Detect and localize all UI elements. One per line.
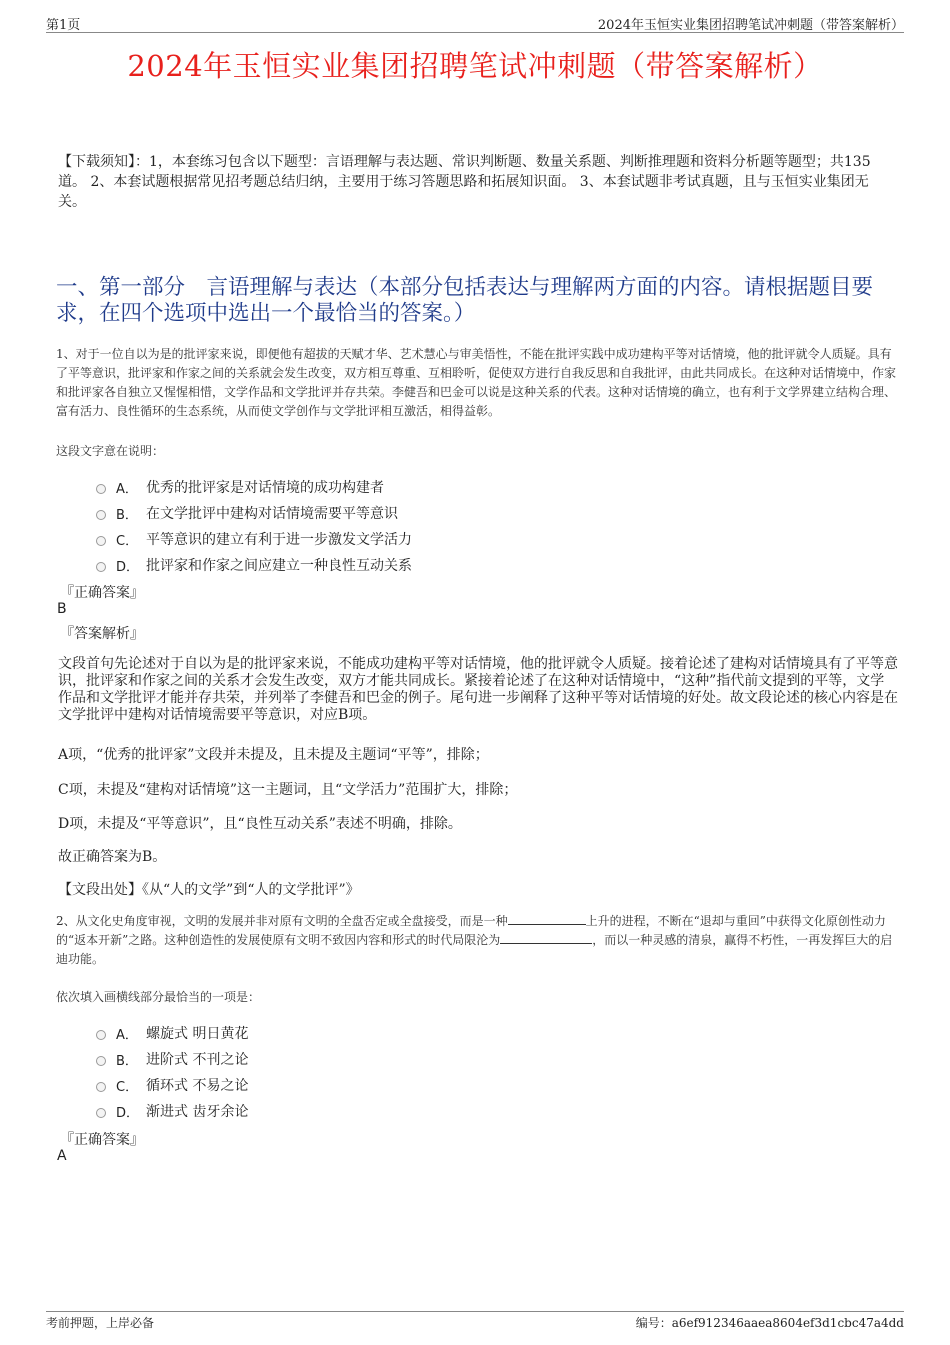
fill-blank[interactable] <box>508 912 586 925</box>
q2-answer: A <box>57 1148 67 1164</box>
radio-icon[interactable] <box>96 1056 106 1066</box>
option-text: 平等意识的建立有利于进一步激发文学活力 <box>146 532 412 548</box>
q1-option-b[interactable] <box>96 503 398 523</box>
q1-answer: B <box>57 601 67 617</box>
header-doc-title: 2024年玉恒实业集团招聘笔试冲刺题（带答案解析） <box>597 18 904 33</box>
option-letter: B． <box>116 507 138 523</box>
q1-analysis: 文段首句先论述对于自以为是的批评家来说，不能成功建构平等对话情境，他的批评就令人质疑。接着论述了建构对话情境具有了平等意识，批评家和作家之间的关系才会发生改变，双方才能共同成长。紧接着论述了在这种对话情境中，“这种”指代前文提到的平等，文学作品和文学批评才能并存共荣，并列举了李健吾和巴金的例子。尾句进一步阐释了这种平等对话情境的好处。故文段论述的核心内容是在文学批评中建构对话情境需要平等意识，对应B项。 <box>58 656 898 723</box>
option-text: 优秀的批评家是对话情境的成功构建者 <box>146 480 384 496</box>
option-text: 在文学批评中建构对话情境需要平等意识 <box>146 506 398 522</box>
section-heading: 一、第一部分 言语理解与表达（本部分包括表达与理解两方面的内容。请根据题目要求，在四个选项中选出一个最恰当的答案。） <box>56 275 874 326</box>
question-2-text <box>56 912 896 969</box>
radio-icon[interactable] <box>96 1030 106 1040</box>
fill-blank[interactable] <box>500 931 592 944</box>
option-text: 批评家和作家之间应建立一种良性互动关系 <box>146 558 412 574</box>
option-text: 渐进式 齿牙余论 <box>146 1104 249 1120</box>
option-letter: C． <box>116 1079 139 1095</box>
q1-note-d: D项，未提及“平等意识”，且“良性互动关系”表述不明确，排除。 <box>58 816 462 832</box>
q1-note-a: A项，“优秀的批评家”文段并未提及，且未提及主题词“平等”，排除； <box>58 747 489 763</box>
page-title: 2024年玉恒实业集团招聘笔试冲刺题（带答案解析） <box>127 49 823 83</box>
option-letter: D． <box>116 559 140 575</box>
q2-answer-label: 『正确答案』 <box>60 1132 144 1148</box>
option-letter: A． <box>116 481 138 497</box>
q2-option-a[interactable] <box>96 1023 248 1043</box>
q1-option-c[interactable] <box>96 529 412 549</box>
q2-text-part: 2、从文化史角度审视，文明的发展并非对原有文明的全盘否定或全盘接受，而是一种 <box>56 914 508 928</box>
radio-icon[interactable] <box>96 1108 106 1118</box>
footer-divider <box>46 1311 904 1312</box>
radio-icon[interactable] <box>96 562 106 572</box>
option-text: 螺旋式 明日黄花 <box>146 1026 249 1042</box>
q1-analysis-label: 『答案解析』 <box>60 626 144 642</box>
q1-answer-label: 『正确答案』 <box>60 585 144 601</box>
page-number: 第1页 <box>46 18 81 33</box>
q2-option-d[interactable] <box>96 1101 248 1121</box>
q2-option-b[interactable] <box>96 1049 248 1069</box>
option-letter: D． <box>116 1105 140 1121</box>
q1-source: 【文段出处】《从“人的文学”到“人的文学批评”》 <box>58 882 360 898</box>
q2-option-c[interactable] <box>96 1075 248 1095</box>
q1-note-c: C项，未提及“建构对话情境”这一主题词，且“文学活力”范围扩大，排除； <box>58 782 518 798</box>
radio-icon[interactable] <box>96 484 106 494</box>
option-text: 进阶式 不刊之论 <box>146 1052 249 1068</box>
q2-text-part: 上升的进程，不断在“退却与重回”中获得文化原创性动力的“返本开新”之路。这种创造性的发展使原有文明不致因内容和形式的时代局限沦为 <box>56 914 886 947</box>
q1-conclusion: 故正确答案为B。 <box>58 849 167 865</box>
q1-option-a[interactable] <box>96 477 384 497</box>
radio-icon[interactable] <box>96 510 106 520</box>
option-letter: B． <box>116 1053 138 1069</box>
q2-text-part: ，而以一种灵感的清泉，赢得不朽性，一再发挥巨大的启迪功能。 <box>56 933 893 966</box>
header-divider <box>46 32 904 33</box>
option-text: 循环式 不易之论 <box>146 1078 249 1094</box>
question-2-prompt: 依次填入画横线部分最恰当的一项是： <box>56 990 261 1004</box>
footer-doc-id: 编号：a6ef912346aaea8604ef3d1cbc47a4dd <box>635 1316 904 1330</box>
question-1-text: 1、对于一位自以为是的批评家来说，即便他有超拔的天赋才华、艺术慧心与审美悟性，不能在批评实践中成功建构平等对话情境，他的批评就令人质疑。具有了平等意识，批评家和作家之间的关系就会发生改变，双方相互尊重、互相聆听，促使双方进行自我反思和自我批评，由此共同成长。在这种对话情境中，作家和批评家各自独立又惺惺相惜，文学作品和文学批评并存共荣。李健吾和巴金可以说是这种关系的代表。这种对话情境的确立，也有利于文学界建立结构合理、富有活力、良性循环的生态系统，从而使文学创作与文学批评相互激活，相得益彰。 <box>56 347 897 418</box>
download-notice: 【下载须知】：1，本套练习包含以下题型：言语理解与表达题、常识判断题、数量关系题、判断推理题和资料分析题等题型；共135道。 2、本套试题根据常见招考题总结归纳，主要用于练习答题思路和拓展知识面。 3、本套试题非考试真题，且与玉恒实业集团无关。 <box>58 154 871 210</box>
radio-icon[interactable] <box>96 536 106 546</box>
option-letter: A． <box>116 1027 138 1043</box>
option-letter: C． <box>116 533 139 549</box>
question-1-prompt: 这段文字意在说明： <box>56 444 165 458</box>
q1-option-d[interactable] <box>96 555 412 575</box>
footer-slogan: 考前押题，上岸必备 <box>46 1316 155 1330</box>
radio-icon[interactable] <box>96 1082 106 1092</box>
